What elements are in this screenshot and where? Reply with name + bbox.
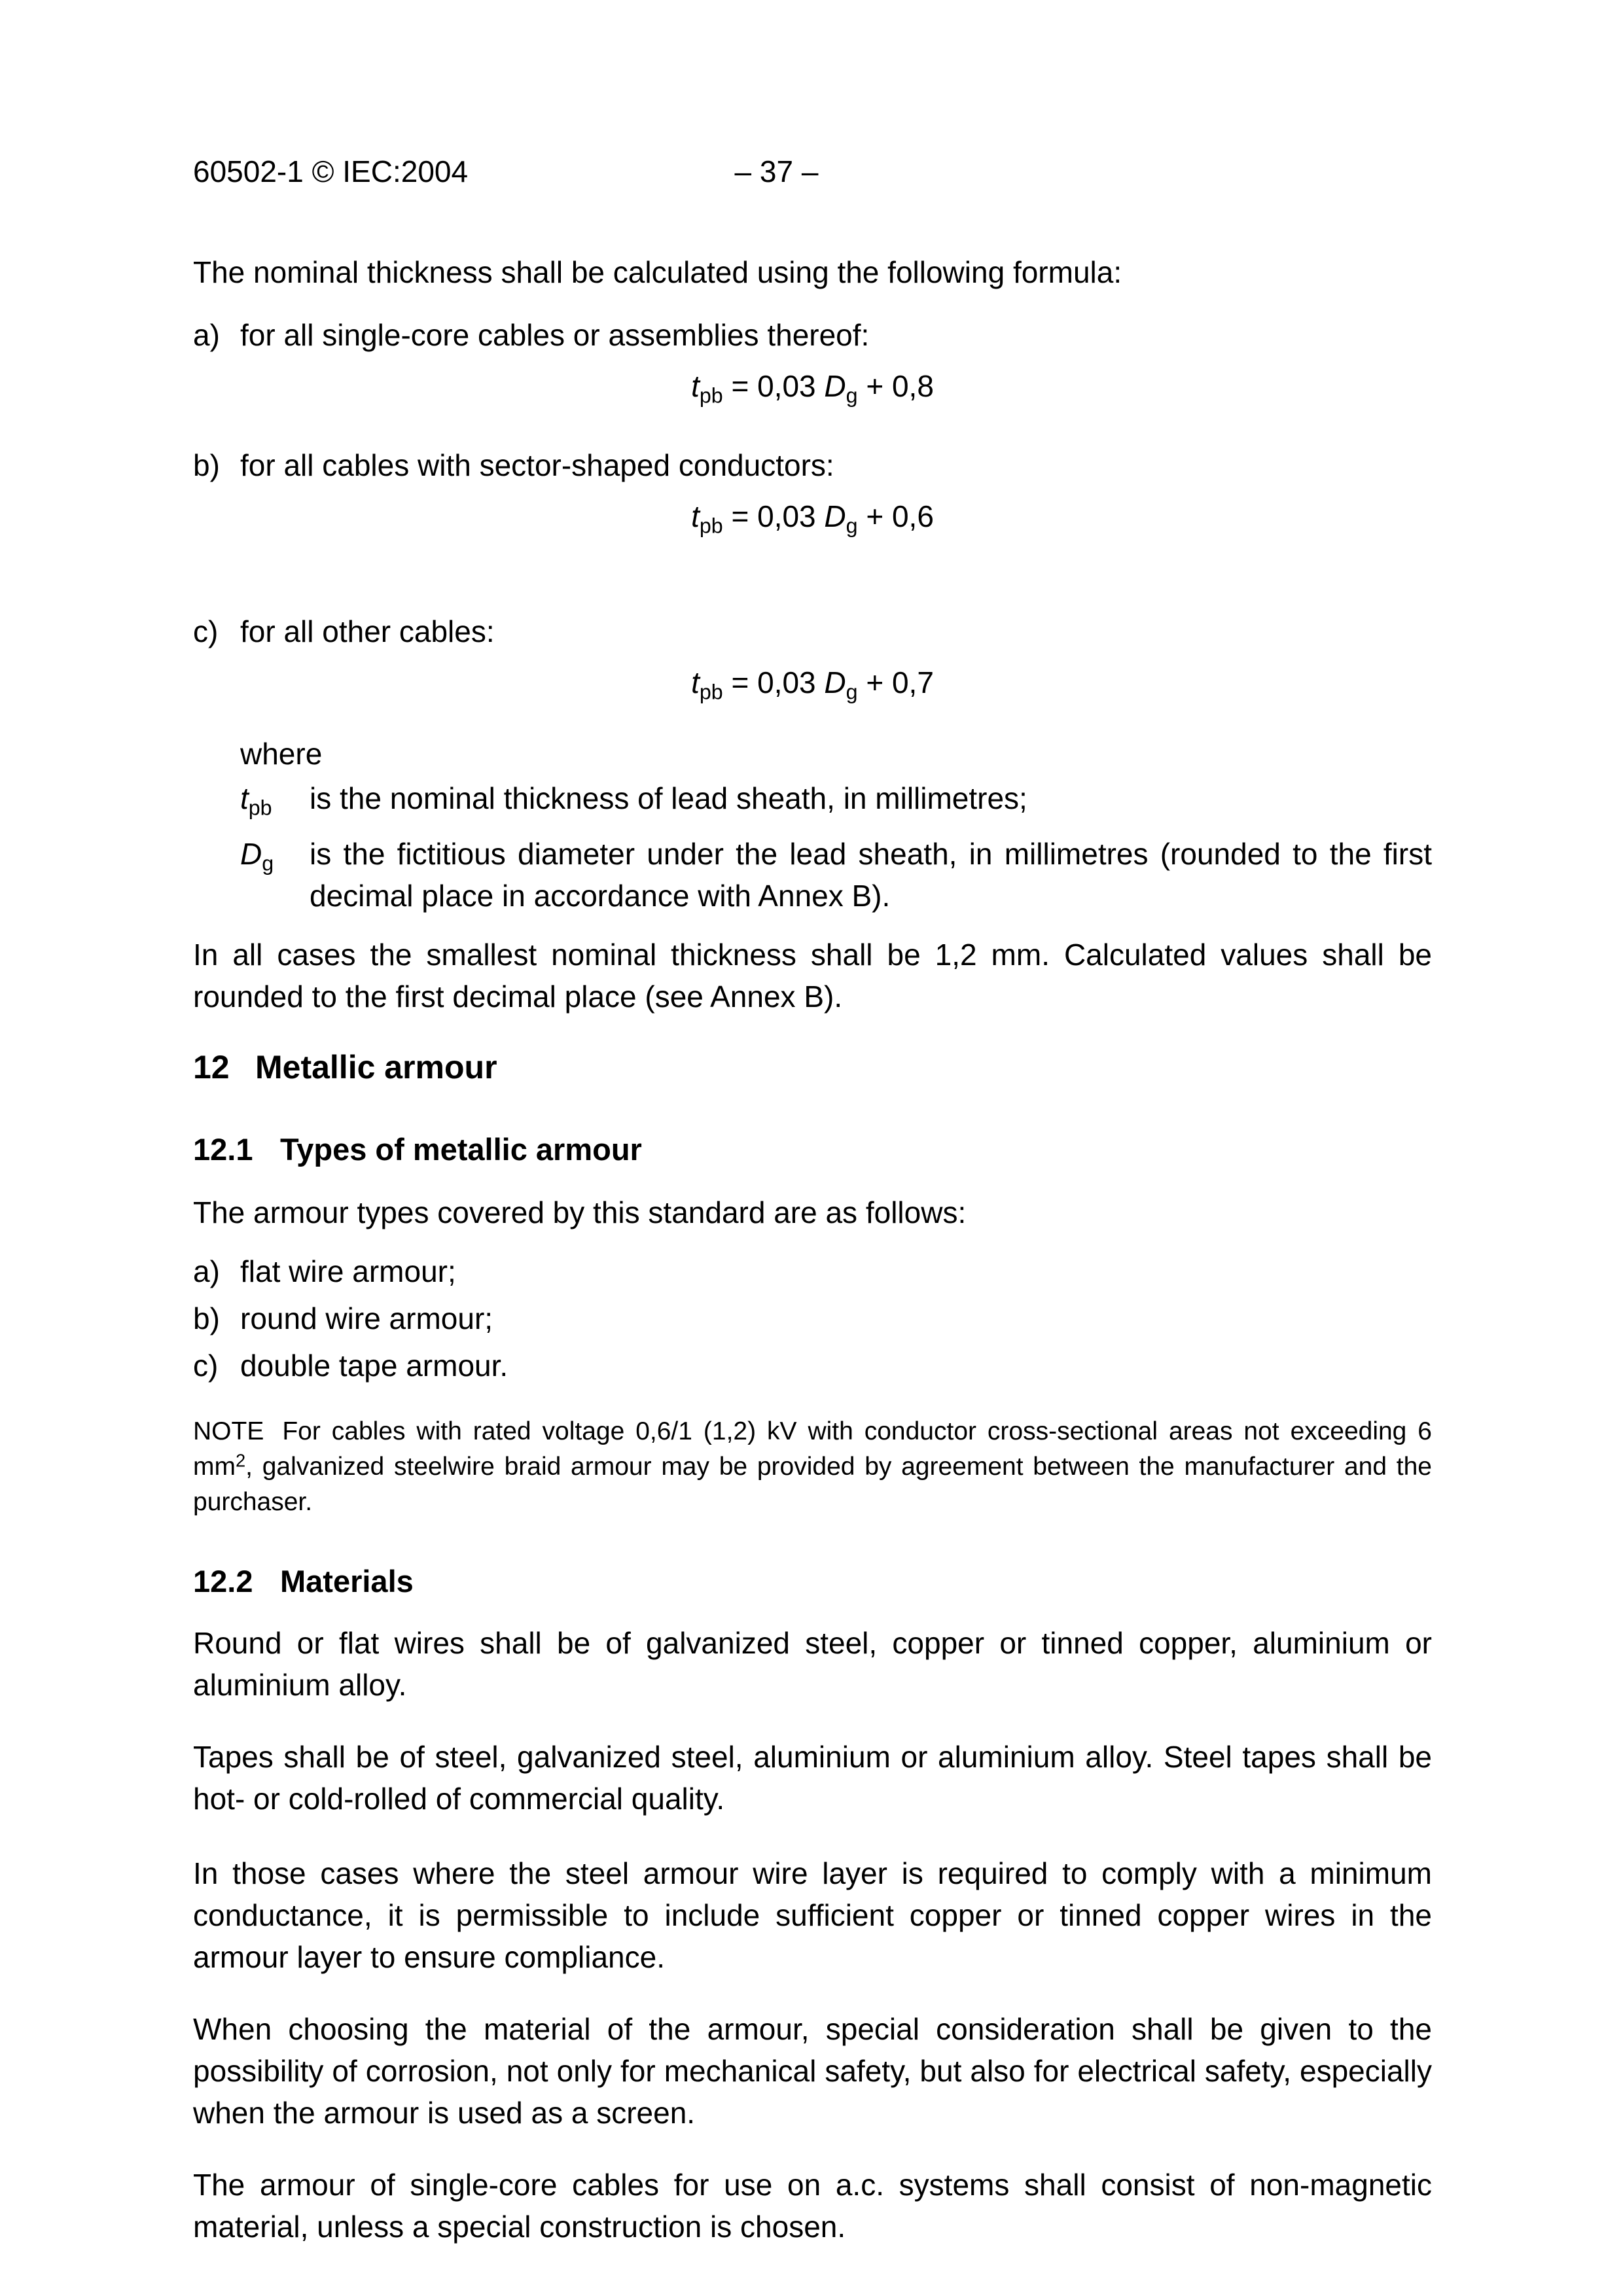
armour-types-lead: The armour types covered by this standard are as follows: — [193, 1195, 967, 1229]
formula-constant: + 0,6 — [857, 499, 934, 533]
list-text: round wire armour; — [240, 1301, 493, 1335]
formula-variable-t: t — [691, 369, 700, 403]
subsection-heading-12-2 — [193, 1561, 1432, 1602]
materials-paragraph-5: The armour of single-core cables for use on a.c. systems shall consist of non-magnetic material, unless a special construction is chosen. — [193, 2167, 1432, 2244]
formula-variable-D: D — [824, 499, 846, 533]
list-item-b — [193, 444, 1432, 486]
list-label: a) — [193, 1254, 220, 1288]
list-text: for all single-core cables or assemblies thereof: — [240, 318, 870, 352]
section-number: 12 — [193, 1048, 230, 1086]
formula-a — [193, 365, 1432, 417]
formula-c — [193, 662, 1432, 713]
list-label: c) — [193, 1348, 219, 1383]
formula-variable-D: D — [824, 369, 846, 403]
list-item-a — [193, 314, 1432, 356]
formula-b — [193, 495, 1432, 547]
list-text: flat wire armour; — [240, 1254, 456, 1288]
closing-paragraph: In all cases the smallest nominal thickness shall be 1,2 mm. Calculated values shall be rounded to the first decimal place (see Annex B). — [193, 937, 1432, 1014]
materials-paragraph-3: In those cases where the steel armour wire layer is required to comply with a minimum conductance, it is permissible to include sufficient copper or tinned copper wires in the armour layer to ensure compliance. — [193, 1856, 1432, 1974]
formula-subscript-pb: pb — [699, 680, 723, 704]
armour-list-item-a — [193, 1250, 1432, 1292]
list-item-c — [193, 610, 1432, 652]
section-heading-12 — [193, 1046, 1432, 1088]
list-label: c) — [193, 614, 219, 649]
list-label: b) — [193, 448, 220, 482]
formula-constant: + 0,8 — [857, 369, 934, 403]
list-label: b) — [193, 1301, 220, 1335]
materials-paragraph-1: Round or flat wires shall be of galvanized steel, copper or tinned copper, aluminium or aluminium alloy. — [193, 1625, 1432, 1702]
subsection-heading-12-1 — [193, 1129, 1432, 1171]
materials-paragraph-4: When choosing the material of the armour, special consideration shall be given to the possibility of corrosion, not only for mechanical safety, but also for electrical safety, especially when the armour is used as a screen. — [193, 2011, 1432, 2130]
note-text-after-sup: , galvanized steelwire braid armour may be provided by agreement between the manufacturer and the purchaser. — [193, 1452, 1432, 1516]
formula-variable-t: t — [691, 665, 700, 700]
definition-dg — [240, 833, 1432, 917]
formula-operator: = 0,03 — [722, 665, 825, 700]
formula-variable-t: t — [691, 499, 700, 533]
term-subscript: g — [262, 851, 274, 875]
formula-subscript-pb: pb — [699, 383, 723, 408]
list-text: for all cables with sector-shaped conductors: — [240, 448, 834, 482]
intro-paragraph: The nominal thickness shall be calculated using the following formula: — [193, 255, 1122, 289]
subsection-number: 12.1 — [193, 1131, 253, 1167]
page-header — [193, 150, 1432, 192]
subsection-title: Materials — [280, 1563, 414, 1598]
definition-term — [240, 777, 310, 829]
formula-operator: = 0,03 — [722, 369, 825, 403]
formula-constant: + 0,7 — [857, 665, 934, 700]
note-label: NOTE — [193, 1417, 264, 1445]
list-text: for all other cables: — [240, 614, 495, 649]
document-reference: 60502-1 © IEC:2004 — [193, 154, 469, 188]
materials-paragraph-2: Tapes shall be of steel, galvanized steel, aluminium or aluminium alloy. Steel tapes shall be hot- or cold-rolled of commercial quality. — [193, 1739, 1432, 1816]
formula-operator: = 0,03 — [722, 499, 825, 533]
term-variable: t — [240, 781, 249, 815]
definition-term — [240, 833, 310, 917]
armour-list-item-b — [193, 1298, 1432, 1339]
armour-list-item-c — [193, 1345, 1432, 1386]
formula-subscript-pb: pb — [699, 514, 723, 538]
formula-subscript-g: g — [846, 514, 858, 538]
note-paragraph — [193, 1414, 1432, 1520]
list-text: double tape armour. — [240, 1348, 508, 1383]
formula-subscript-g: g — [846, 383, 858, 408]
where-label: where — [240, 736, 323, 771]
definition-text: is the fictitious diameter under the lead sheath, in millimetres (rounded to the first decimal place in accordance with Annex B). — [310, 836, 1432, 913]
subsection-title: Types of metallic armour — [280, 1131, 642, 1167]
definition-tpb — [240, 777, 1432, 829]
note-text-before-sup: For cables with rated voltage 0,6/1 (1,2) kV with conductor cross-sectional areas not exceeding 6 mm — [193, 1417, 1432, 1481]
page-number: – 37 – — [734, 154, 819, 188]
formula-subscript-g: g — [846, 680, 858, 704]
list-label: a) — [193, 318, 220, 352]
subsection-number: 12.2 — [193, 1563, 253, 1598]
note-superscript: 2 — [235, 1450, 246, 1471]
formula-variable-D: D — [824, 665, 846, 700]
term-subscript: pb — [248, 796, 272, 820]
section-title: Metallic armour — [255, 1048, 497, 1086]
term-variable: D — [240, 836, 262, 871]
definition-text: is the nominal thickness of lead sheath, in millimetres; — [310, 781, 1027, 815]
